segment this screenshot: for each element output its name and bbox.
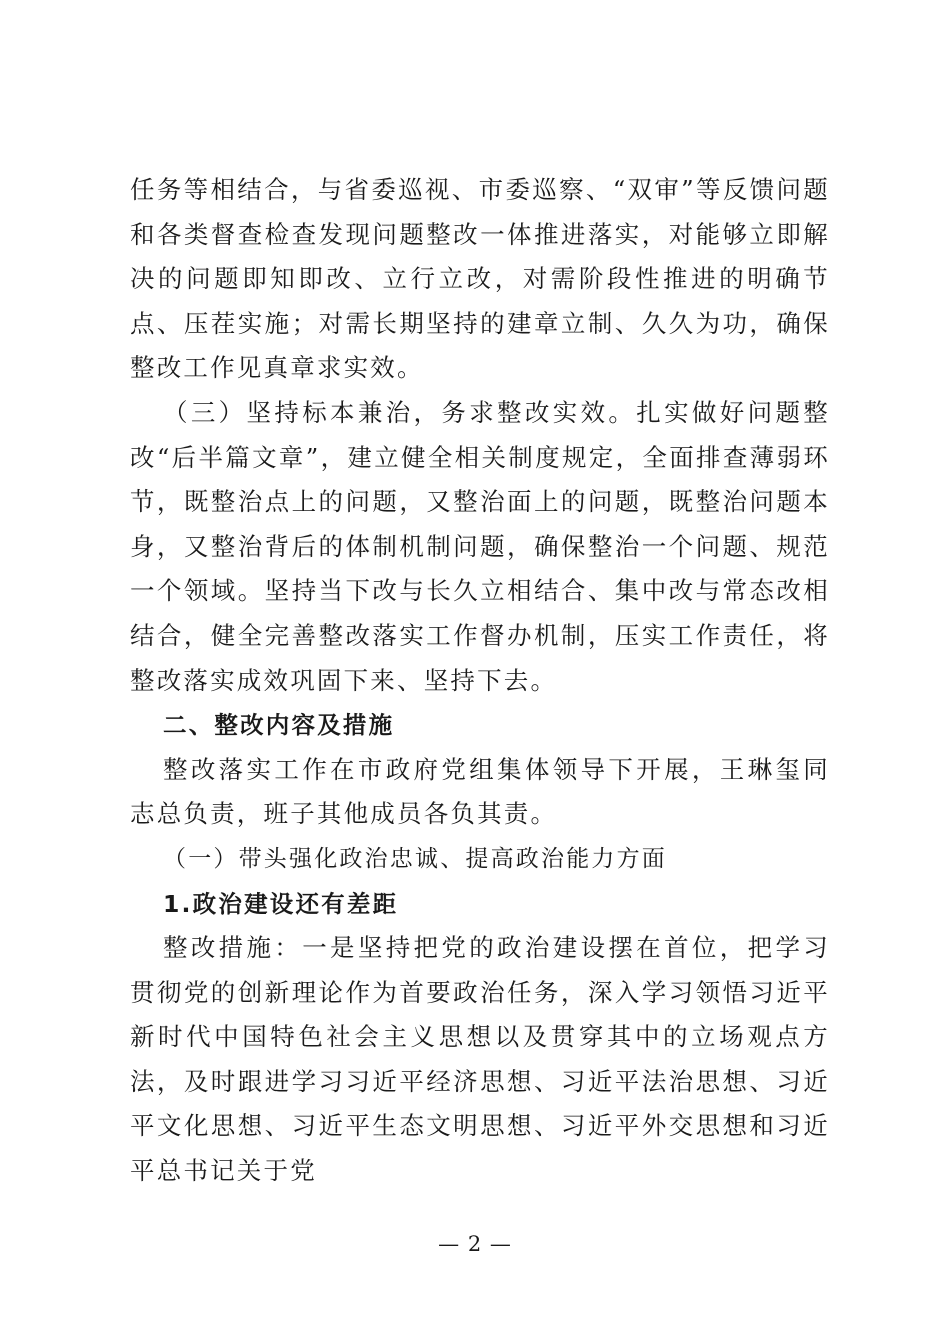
page-number: — 2 — xyxy=(438,1232,512,1256)
paragraph-section-three: （三）坚持标本兼治，务求整改实效。扎实做好问题整改“后半篇文章”，建立健全相关制度规定，全面排查薄弱环节，既整治点上的问题，又整治面上的问题，既整治问题本身，又整治背后的体制机制问题，确保整治一个问题、规范一个领域。坚持当下改与长久立相结合、集中改与常态改相结合，健全完善整改落实工作督办机制，压实工作责任，将整改落实成效巩固下来、坚持下去。 xyxy=(130,397,830,695)
paragraph-continuation: 任务等相结合，与省委巡视、市委巡察、“双审”等反馈问题和各类督查检查发现问题整改一体推进落实，对能够立即解决的问题即知即改、立行立改，对需阶段性推进的明确节点、压茬实施；对需长期坚持的建章立制、久久为功，确保整改工作见真章求实效。 xyxy=(130,175,830,383)
paragraph-measures: 整改措施：一是坚持把党的政治建设摆在首位，把学习贯彻党的创新理论作为首要政治任务，深入学习领悟习近平新时代中国特色社会主义思想以及贯穿其中的立场观点方法，及时跟进学习习近平经济思想、习近平法治思想、习近平文化思想、习近平生态文明思想、习近平外交思想和习近平总书记关于党 xyxy=(130,933,830,1186)
heading-political-construction: 1.政治建设还有差距 xyxy=(163,889,399,918)
subheading-political-loyalty: （一）带头强化政治忠诚、提高政治能力方面 xyxy=(163,845,667,872)
document-body xyxy=(130,168,830,1194)
paragraph-leadership: 整改落实工作在市政府党组集体领导下开展，王琳玺同志总负责，班子其他成员各负其责。 xyxy=(130,754,830,829)
heading-rectification-content: 二、整改内容及措施 xyxy=(163,711,395,740)
